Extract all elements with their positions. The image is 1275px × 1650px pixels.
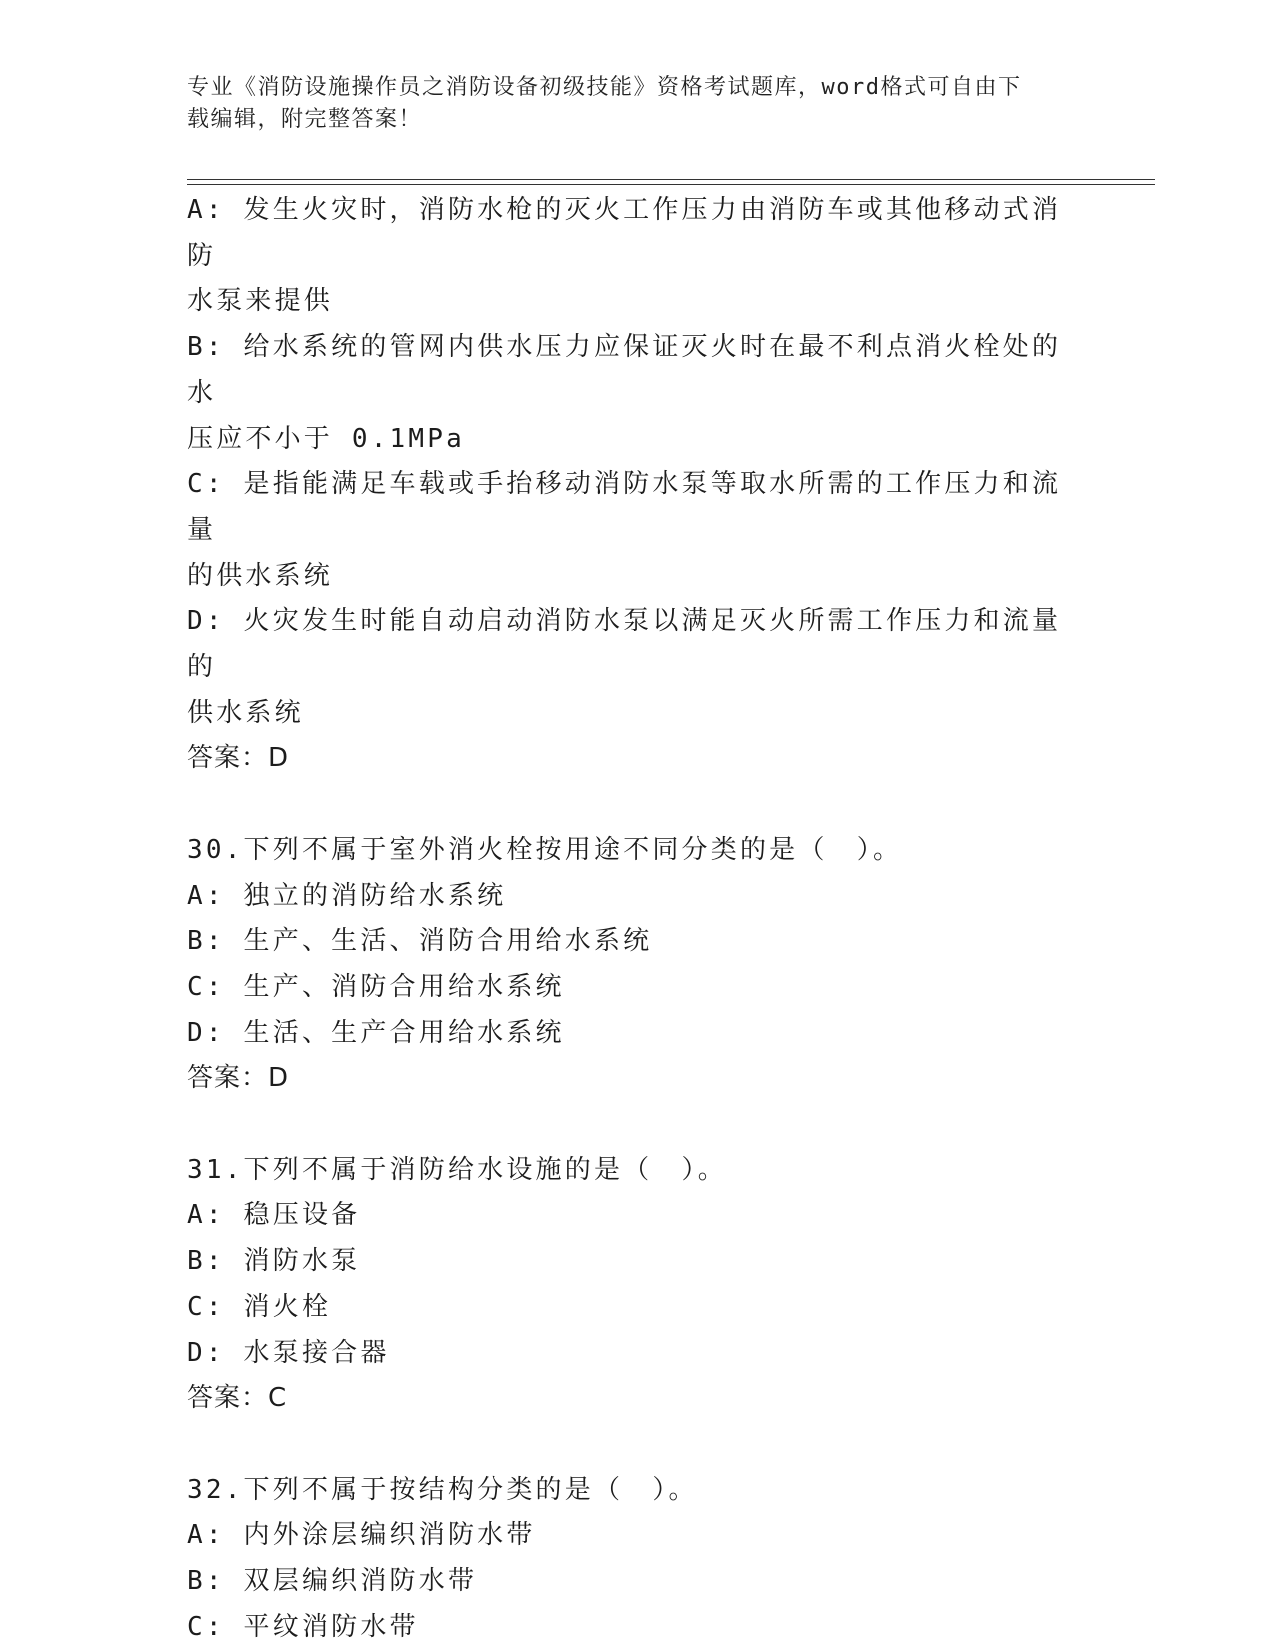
option-a: A: 稳压设备	[187, 1200, 361, 1231]
document-header	[187, 72, 1067, 136]
option-d-line-1: D: 火灾发生时能自动启动消防水泵以满足灭火所需工作压力和流量的	[187, 606, 1062, 683]
option-b-line-1: B: 给水系统的管网内供水压力应保证灭火时在最不利点消火栓处的水	[187, 332, 1062, 408]
question-32	[187, 1468, 1087, 1650]
option-c-line-1: C: 是指能满足车载或手抬移动消防水泵等取水所需的工作压力和流量	[187, 469, 1062, 545]
option-c: C: 平纹消防水带	[187, 1611, 419, 1642]
option-a: A: 独立的消防给水系统	[187, 880, 507, 911]
header-rule-bottom	[187, 184, 1155, 185]
question-text: 30.下列不属于室外消火栓按用途不同分类的是（ ）。	[187, 834, 903, 865]
spacer	[187, 782, 1087, 828]
answer: 答案：D	[187, 743, 290, 774]
question-31	[187, 1148, 1087, 1422]
header-rule-top	[187, 179, 1155, 180]
question-29-options	[187, 188, 1087, 782]
question-text: 31.下列不属于消防给水设施的是（ ）。	[187, 1154, 727, 1185]
spacer	[187, 1422, 1087, 1468]
question-content	[187, 188, 1087, 1650]
answer: 答案：D	[187, 1063, 290, 1094]
answer: 答案：C	[187, 1383, 288, 1414]
option-c-line-2: 的供水系统	[187, 560, 334, 591]
option-c: C: 消火栓	[187, 1291, 332, 1322]
header-line-1: 专业《消防设施操作员之消防设备初级技能》资格考试题库，word格式可自由下	[187, 75, 1022, 100]
header-line-2: 载编辑，附完整答案！	[187, 107, 423, 132]
question-text: 32.下列不属于按结构分类的是（ ）。	[187, 1474, 698, 1505]
option-c: C: 生产、消防合用给水系统	[187, 971, 565, 1002]
question-30	[187, 828, 1087, 1102]
option-b: B: 生产、生活、消防合用给水系统	[187, 926, 653, 957]
option-a: A: 内外涂层编织消防水带	[187, 1520, 536, 1551]
option-a-line-2: 水泵来提供	[187, 286, 334, 317]
option-d-line-2: 供水系统	[187, 697, 304, 728]
option-d: D: 生活、生产合用给水系统	[187, 1017, 565, 1048]
option-b: B: 消防水泵	[187, 1246, 361, 1277]
option-a-line-1: A: 发生火灾时，消防水枪的灭火工作压力由消防车或其他移动式消防	[187, 195, 1062, 271]
option-b-line-2: 压应不小于 0.1MPa	[187, 423, 465, 454]
option-b: B: 双层编织消防水带	[187, 1566, 478, 1597]
option-d: D: 水泵接合器	[187, 1337, 390, 1368]
spacer	[187, 1102, 1087, 1148]
